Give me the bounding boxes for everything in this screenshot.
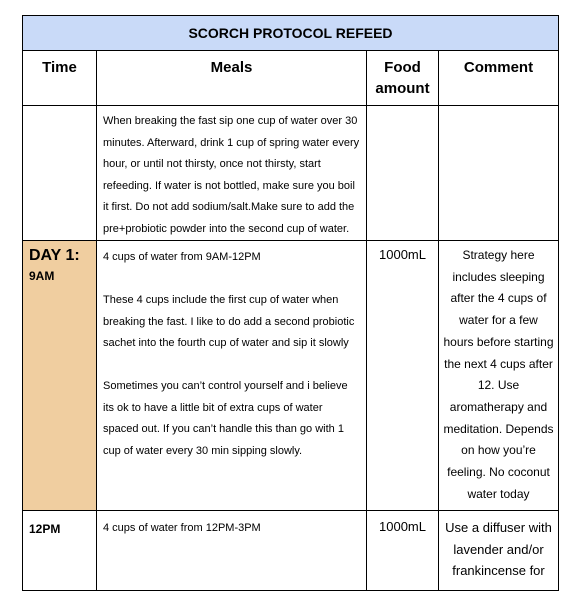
row12-amount-cell bbox=[367, 511, 439, 591]
meal-line: 4 cups of water from 9AM-12PM bbox=[103, 251, 261, 263]
day1-meals-cell bbox=[97, 241, 367, 511]
time-label: 9AM bbox=[29, 269, 55, 283]
header-food-amount: Food amount bbox=[367, 51, 439, 106]
table-title: SCORCH PROTOCOL REFEED bbox=[23, 16, 559, 51]
intro-meals-text: When breaking the fast sip one cup of water over 30 minutes. Afterward, drink 1 cup of spring water every hour, or until not thirsty, once not thirsty, start refeeding. If water is not bottled, make sure you boil it first. Do not add sodium/salt.Make sure to add the pre+probiotic powder into the second cup of water. bbox=[103, 115, 360, 235]
meal-paragraph: Sometimes you can’t control yourself and i believe its ok to have a little bit of extra cups of water spaced out. If you can’t handle this than go with 1 cup of water every 30 min sipping slowly. bbox=[103, 380, 348, 457]
time-label: 12PM bbox=[29, 522, 61, 536]
header-meals: Meals bbox=[97, 51, 367, 106]
intro-amount-cell bbox=[367, 106, 439, 241]
row12-comment-cell bbox=[439, 511, 559, 591]
table-row bbox=[23, 106, 559, 241]
table-row bbox=[23, 241, 559, 511]
table-row bbox=[23, 511, 559, 591]
day1-comment-cell bbox=[439, 241, 559, 511]
comment-text: Strategy here includes sleeping after the 4 cups of water for a few hours before starting the next 4 cups after 12. Use aromatherapy and meditation. Depends on how you’re feeling. No coconut water today bbox=[443, 248, 554, 501]
day1-time-cell bbox=[23, 241, 97, 511]
intro-comment-cell bbox=[439, 106, 559, 241]
intro-meals-cell bbox=[97, 106, 367, 241]
day-label: DAY 1: bbox=[29, 247, 80, 264]
meal-paragraph: These 4 cups include the first cup of water when breaking the fast. I like to do add a second probiotic sachet into the fourth cup of water and sip it slowly bbox=[103, 294, 355, 349]
row12-time-cell bbox=[23, 511, 97, 591]
intro-time-cell bbox=[23, 106, 97, 241]
row12-meals-cell bbox=[97, 511, 367, 591]
food-amount: 1000mL bbox=[379, 247, 426, 262]
meal-line: 4 cups of water from 12PM-3PM bbox=[103, 522, 261, 534]
refeed-table bbox=[22, 15, 559, 591]
header-comment: Comment bbox=[439, 51, 559, 106]
day1-amount-cell bbox=[367, 241, 439, 511]
comment-text: Use a diffuser with lavender and/or frankincense for bbox=[445, 520, 552, 578]
header-time: Time bbox=[23, 51, 97, 106]
food-amount: 1000mL bbox=[379, 519, 426, 534]
